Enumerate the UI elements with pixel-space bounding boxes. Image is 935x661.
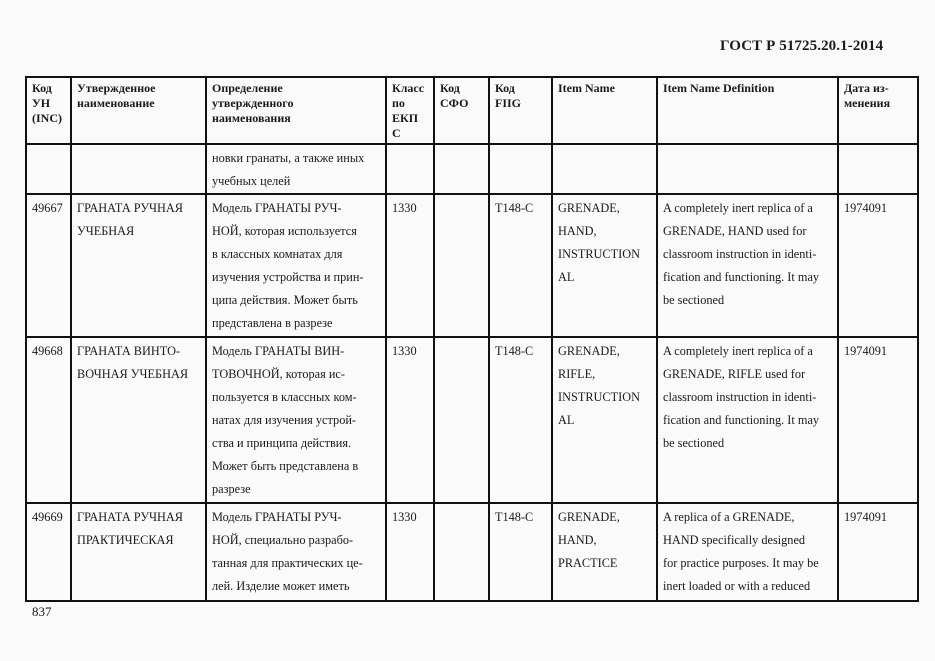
cell-sfo-code bbox=[434, 194, 489, 337]
col-header-item-name-definition: Item Name Definition bbox=[657, 77, 838, 144]
col-header-change-date: Дата из- менения bbox=[838, 77, 918, 144]
cell-item-name: GRENADE, HAND, INSTRUCTION AL bbox=[552, 194, 657, 337]
cell-item-definition: A replica of a GRENADE, HAND specifically designed for practice purposes. It may be inert loaded or with a reduced bbox=[657, 503, 838, 601]
cell-fiig-code bbox=[489, 144, 552, 194]
page-number: 837 bbox=[32, 604, 52, 619]
cell-ekps-class bbox=[386, 144, 434, 194]
col-header-definition: Определение утвержденного наименования bbox=[206, 77, 386, 144]
cell-ekps-class: 1330 bbox=[386, 194, 434, 337]
document-code: ГОСТ Р 51725.20.1-2014 bbox=[720, 38, 884, 54]
col-header-inc: Код УН (INC) bbox=[26, 77, 71, 144]
col-header-item-name: Item Name bbox=[552, 77, 657, 144]
cell-approved-name bbox=[71, 144, 206, 194]
cell-item-name: GRENADE, RIFLE, INSTRUCTION AL bbox=[552, 337, 657, 503]
cell-inc: 49669 bbox=[26, 503, 71, 601]
cell-ekps-class: 1330 bbox=[386, 503, 434, 601]
cell-sfo-code bbox=[434, 144, 489, 194]
cell-definition: Модель ГРАНАТЫ ВИН- ТОВОЧНОЙ, которая ис- пользуется в классных ком- натах для изучения устрой- ства и принципа действия. Может быть представлена в разрезе bbox=[206, 337, 386, 503]
table-row bbox=[26, 337, 918, 503]
col-header-fiig-code: Код FIIG bbox=[489, 77, 552, 144]
col-header-approved-name: Утвержденное наименование bbox=[71, 77, 206, 144]
table-row bbox=[26, 503, 918, 601]
col-header-ekps-class: Класс по ЕКП С bbox=[386, 77, 434, 144]
cell-change-date bbox=[838, 144, 918, 194]
cell-definition: Модель ГРАНАТЫ РУЧ- НОЙ, которая используется в классных комнатах для изучения устройства и прин- ципа действия. Может быть представлена в разрезе bbox=[206, 194, 386, 337]
cell-item-definition: A completely inert replica of a GRENADE, RIFLE used for classroom instruction in identi- fication and functioning. It may be sectioned bbox=[657, 337, 838, 503]
col-header-sfo-code: Код СФО bbox=[434, 77, 489, 144]
cell-definition: Модель ГРАНАТЫ РУЧ- НОЙ, специально разрабо- танная для практических це- лей. Изделие может иметь bbox=[206, 503, 386, 601]
table-row-continuation bbox=[26, 144, 918, 194]
cell-change-date: 1974091 bbox=[838, 194, 918, 337]
cell-definition: новки гранаты, а также иных учебных целей bbox=[206, 144, 386, 194]
cell-inc bbox=[26, 144, 71, 194]
cell-approved-name: ГРАНАТА РУЧНАЯ ПРАКТИЧЕСКАЯ bbox=[71, 503, 206, 601]
cell-fiig-code: T148-C bbox=[489, 503, 552, 601]
cell-sfo-code bbox=[434, 337, 489, 503]
cell-item-name: GRENADE, HAND, PRACTICE bbox=[552, 503, 657, 601]
cell-fiig-code: T148-C bbox=[489, 337, 552, 503]
cell-change-date: 1974091 bbox=[838, 337, 918, 503]
cell-inc: 49668 bbox=[26, 337, 71, 503]
cell-approved-name: ГРАНАТА ВИНТО- ВОЧНАЯ УЧЕБНАЯ bbox=[71, 337, 206, 503]
cell-inc: 49667 bbox=[26, 194, 71, 337]
cell-item-definition bbox=[657, 144, 838, 194]
cell-approved-name: ГРАНАТА РУЧНАЯ УЧЕБНАЯ bbox=[71, 194, 206, 337]
cell-change-date: 1974091 bbox=[838, 503, 918, 601]
table-row bbox=[26, 194, 918, 337]
cell-fiig-code: T148-C bbox=[489, 194, 552, 337]
cell-item-name bbox=[552, 144, 657, 194]
cell-item-definition: A completely inert replica of a GRENADE, HAND used for classroom instruction in identi- fication and functioning. It may be sectioned bbox=[657, 194, 838, 337]
table-header-row bbox=[26, 77, 918, 144]
cell-sfo-code bbox=[434, 503, 489, 601]
item-names-table bbox=[25, 76, 919, 602]
cell-ekps-class: 1330 bbox=[386, 337, 434, 503]
